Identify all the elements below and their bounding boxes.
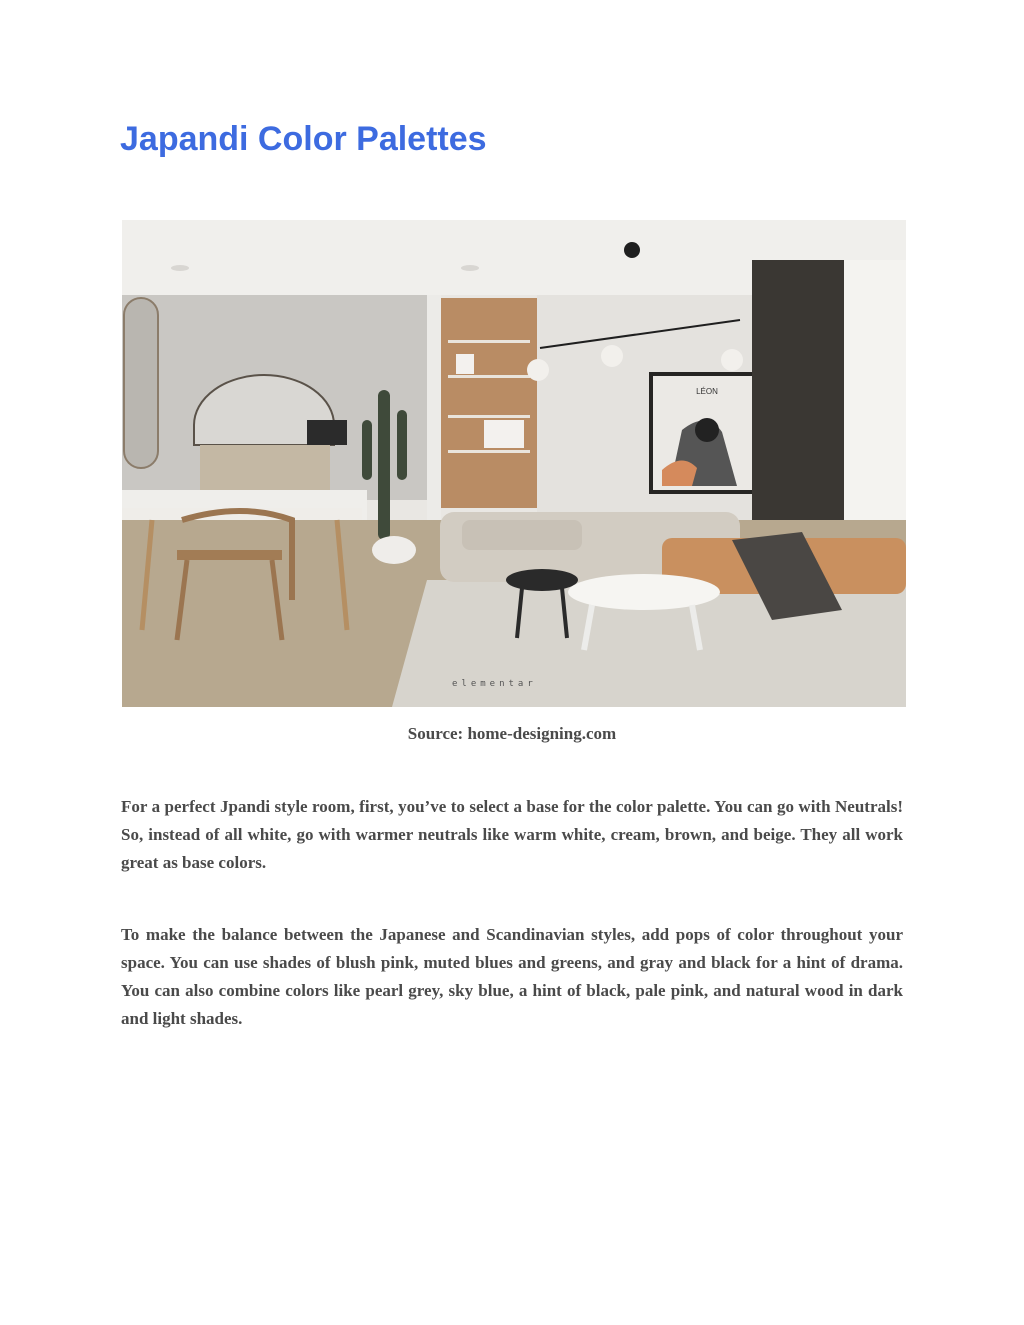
page-title: Japandi Color Palettes xyxy=(120,120,487,158)
paragraph: For a perfect Jpandi style room, first, you’ve to select a base for the color palette. You can go with Neutrals! So, instead of all white, go with warmer neutrals like warm white, cream, brown, and beige. They all work great as base colors. xyxy=(121,797,903,872)
watermark: elementar xyxy=(452,679,537,689)
image-caption: Source: home-designing.com xyxy=(407,724,617,743)
interior-photo xyxy=(122,220,906,707)
paragraph: To make the balance between the Japanese and Scandinavian styles, add pops of color throughout your space. You can use shades of blush pink, muted blues and greens, and gray and black for a hint of drama. You can also combine colors like pearl grey, sky blue, a hint of black, pale pink, and natural wood in dark and light shades. xyxy=(121,925,903,1028)
poster-title: LÉON xyxy=(696,387,718,396)
